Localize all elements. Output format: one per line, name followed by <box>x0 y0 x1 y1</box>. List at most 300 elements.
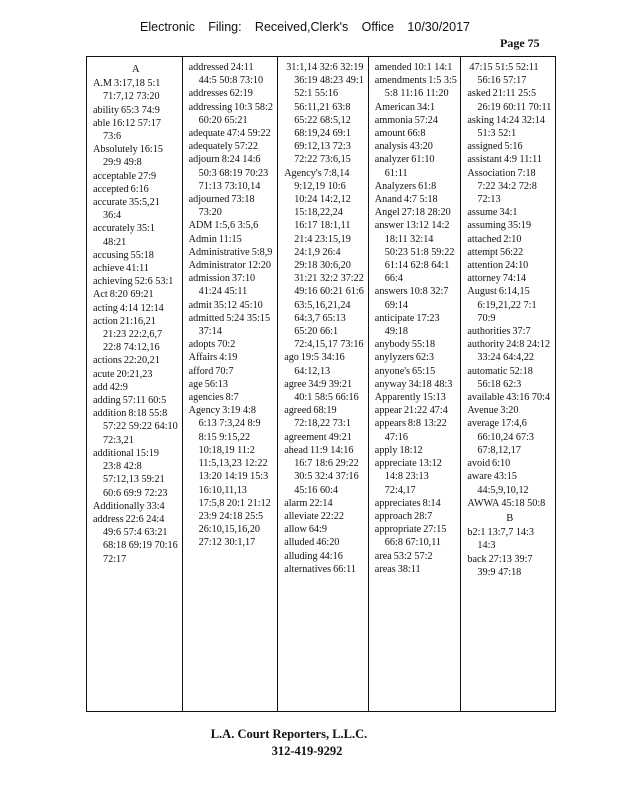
index-entry <box>375 391 458 404</box>
index-entry <box>189 219 275 232</box>
index-entry <box>284 167 365 352</box>
index-page-refs: 28:7 <box>414 510 433 522</box>
index-page-refs: 56:22 <box>499 246 524 258</box>
index-page-refs: 18:12 <box>399 444 423 456</box>
index-column-4 <box>368 57 461 711</box>
index-word: assistant <box>467 154 502 166</box>
index-entry <box>467 114 552 140</box>
index-entry <box>189 87 275 100</box>
index-word: asked <box>467 88 491 100</box>
index-page-refs: 11:9 14:16 16:7 18:6 29:22 30:5 32:4 37:16 45:16 60:4 <box>294 444 359 496</box>
index-entry <box>93 249 179 262</box>
index-entry <box>284 351 365 377</box>
index-word: allow <box>284 524 307 536</box>
filing-header <box>140 20 470 34</box>
index-page-refs: 21:16,21 21:23 22:2,6,7 22:8 74:12,16 <box>103 315 163 354</box>
index-word: alarm <box>284 497 308 509</box>
index-entry <box>284 563 365 576</box>
index-page-refs: 34:1 <box>416 101 436 113</box>
index-page-refs: 34:1 <box>499 207 518 219</box>
index-entry <box>467 526 552 552</box>
index-entry <box>375 285 458 311</box>
index-entry <box>93 262 179 275</box>
index-word: add <box>93 381 108 393</box>
index-entry <box>189 378 275 391</box>
index-entry <box>189 246 275 259</box>
index-word: Agency <box>188 405 221 417</box>
index-page-refs: 70:2 <box>217 339 236 351</box>
index-page-refs: 73:18 73:20 <box>198 194 255 219</box>
index-page-refs: 19:5 34:16 64:12,13 <box>294 352 345 377</box>
index-page-refs: 4:7 5:18 <box>403 194 438 206</box>
index-word: addressed <box>188 62 229 73</box>
index-page-refs: 65:15 <box>412 365 436 377</box>
index-entry <box>189 259 275 272</box>
index-entry <box>93 447 179 500</box>
index-page-refs: 35:12 45:10 <box>213 299 263 311</box>
index-page-refs: 43:20 <box>409 141 433 153</box>
index-entry <box>189 140 275 153</box>
index-word: appreciate <box>374 458 417 470</box>
index-page-refs: 15:13 <box>422 392 446 404</box>
index-word: action <box>93 315 118 327</box>
index-word: A.M <box>93 78 112 90</box>
index-page-refs: 22:20,21 <box>123 355 160 367</box>
index-page-refs: 17:23 49:18 <box>384 312 440 338</box>
index-word: amount <box>374 128 406 140</box>
index-word: automatic <box>467 365 508 377</box>
index-page-refs: 10:1 14:1 <box>413 62 453 73</box>
index-page-refs: 64:9 <box>308 524 327 536</box>
index-page-refs: 4:14 12:14 <box>119 302 164 314</box>
index-entry <box>467 140 552 153</box>
index-entry <box>284 444 365 497</box>
index-page-refs: 37:10 41:24 45:11 <box>198 273 256 298</box>
index-word: August <box>467 286 497 298</box>
index-page-refs: 66:11 <box>333 563 356 575</box>
index-page-refs: 55:18 <box>130 249 154 261</box>
index-column-3 <box>277 57 368 711</box>
index-word: amended <box>374 62 412 73</box>
index-entry <box>284 523 365 536</box>
index-entry <box>375 219 458 285</box>
index-word: admit <box>188 299 212 311</box>
index-entry <box>93 407 179 447</box>
index-entry <box>93 368 179 381</box>
index-word: assume <box>467 207 498 219</box>
index-word: addressing <box>188 101 233 113</box>
index-word: address <box>93 513 124 525</box>
index-word: agreement <box>284 431 327 443</box>
index-word: admission <box>188 273 230 285</box>
index-entry <box>93 183 179 196</box>
index-page-refs: 17:4,6 66:10,24 67:3 67:8,12,17 <box>477 418 535 456</box>
index-entry <box>467 365 552 391</box>
index-entry <box>93 222 179 248</box>
index-word: adequate <box>188 128 225 140</box>
index-page-refs: 8:20 69:21 <box>109 289 154 301</box>
index-word: ago <box>284 352 299 364</box>
index-word: age <box>188 378 203 390</box>
index-column-5 <box>460 57 555 711</box>
index-word: appropriate <box>374 524 422 536</box>
index-entry <box>93 196 179 222</box>
index-word: able <box>93 117 110 129</box>
index-page-refs: 46:20 <box>316 537 340 549</box>
index-page-refs: 57:22 <box>234 141 258 153</box>
index-page-refs: 62:19 <box>229 88 253 100</box>
index-word: Analyzers <box>374 180 417 192</box>
index-page-refs: 11:15 <box>218 233 242 245</box>
index-page-refs: 68:19 72:18,22 73:1 <box>294 405 351 430</box>
index-entry <box>284 497 365 510</box>
index-word: authority <box>467 339 505 351</box>
index-entry <box>93 104 179 117</box>
index-entry <box>189 404 275 549</box>
index-page-refs: 16:15 29:9 49:8 <box>103 144 163 169</box>
index-entry <box>467 457 552 470</box>
index-word: alluded <box>284 537 315 549</box>
index-page-refs: 4:9 11:11 <box>503 154 542 166</box>
index-word: additional <box>93 447 134 459</box>
index-word: anyone's <box>374 365 411 377</box>
index-entry <box>375 140 458 153</box>
index-entry <box>189 351 275 364</box>
index-word: attorney <box>467 273 501 285</box>
index-word: achieving <box>93 276 133 288</box>
index-section-letter: B <box>506 512 514 524</box>
index-entry <box>375 417 458 443</box>
index-page-refs: 47:15 51:5 52:11 56:16 57:17 <box>469 62 539 87</box>
index-page-refs: 35:5,21 36:4 <box>103 197 160 222</box>
index-page-refs: 43:16 70:4 <box>506 392 551 404</box>
index-entry <box>375 365 458 378</box>
index-entry <box>375 101 458 114</box>
footer-company: L.A. Court Reporters, L.L.C. <box>210 727 368 741</box>
index-page-refs: 38:11 <box>397 563 421 575</box>
index-entry <box>467 553 552 579</box>
index-entry <box>189 61 275 87</box>
index-word: Absolutely <box>93 144 138 156</box>
index-word: analysis <box>374 141 408 153</box>
index-entry <box>467 272 552 285</box>
index-word: afford <box>188 365 214 377</box>
index-page-refs: 2:10 <box>503 233 522 245</box>
index-word: apply <box>374 444 398 456</box>
index-word: accurate <box>93 197 127 209</box>
index-page-refs: 8:8 13:22 47:16 <box>384 418 447 443</box>
index-entry <box>467 285 552 325</box>
index-entry <box>284 510 365 523</box>
index-word: adjourned <box>188 194 230 206</box>
index-page-refs: 7:8,14 9:12,19 10:6 10:24 14:2,12 15:18,22,24 16:17 18:1,11 21:4 23:15,19 24:1,9 26:4 29:18 30:6,20 31:21 32:2 37:22 49:16 60:21 61:6 63:5,16,21,24 64:3,7 65:13 65:20 66:1 72:4,15,17 73:16 <box>294 167 364 351</box>
index-word: average <box>467 418 500 430</box>
index-entry <box>93 77 179 103</box>
index-entry <box>467 206 552 219</box>
index-word: answer <box>374 220 404 232</box>
index-page-refs: 24:10 <box>505 260 529 272</box>
index-word: alluding <box>284 550 318 562</box>
index-page-refs: 10:8 32:7 69:14 <box>384 286 449 311</box>
index-word: b2:1 <box>467 527 486 539</box>
index-page-refs: 56:13 <box>204 378 228 390</box>
index-page-refs: 8:18 55:8 57:22 59:22 64:10 72:3,21 <box>103 408 178 446</box>
index-page-refs: 27:18 28:20 <box>401 207 451 219</box>
index-word: Agency's <box>284 167 322 179</box>
index-page-refs: 47:4 59:22 <box>226 128 271 140</box>
index-page-refs: 7:18 7:22 34:2 72:8 72:13 <box>477 167 537 206</box>
index-word: acting <box>93 302 118 314</box>
index-word: Angel <box>374 207 400 219</box>
index-frame <box>86 56 556 712</box>
index-word: anticipate <box>374 312 415 324</box>
index-entry <box>93 354 179 367</box>
index-page-refs: 27:13 39:7 39:9 47:18 <box>477 553 533 578</box>
index-word: authorities <box>467 326 511 338</box>
index-page-refs: 15:19 23:8 42:8 57:12,13 59:21 60:6 69:9 72:23 <box>103 447 168 499</box>
index-page-refs: 24:11 44:5 50:8 73:10 <box>198 62 264 87</box>
index-entry <box>375 61 458 74</box>
index-word: appears <box>374 418 406 430</box>
index-entry <box>93 275 179 288</box>
index-word: Affairs <box>188 352 218 364</box>
index-page-refs: 20:21,23 <box>116 368 153 380</box>
index-column-1 <box>87 57 182 711</box>
index-word: anyway <box>374 378 407 390</box>
index-page-refs: 1:5 3:5 5:8 11:16 11:20 <box>384 75 457 100</box>
index-word: appreciates <box>374 497 421 509</box>
index-entry <box>375 312 458 338</box>
index-entry <box>467 87 552 113</box>
index-word: adequately <box>188 141 233 153</box>
page-number: Page 75 <box>500 36 540 50</box>
index-word: addition <box>93 408 127 420</box>
index-page-refs: 1:5,6 3:5,6 <box>214 220 259 232</box>
footer-phone: 312-419-9292 <box>271 744 343 758</box>
index-word: Avenue <box>467 405 499 417</box>
index-entry <box>93 117 179 143</box>
index-entry <box>375 404 458 417</box>
index-page-refs: 34:9 39:21 40:1 58:5 66:16 <box>294 378 359 404</box>
index-entry <box>189 193 275 219</box>
index-word: area <box>374 550 392 562</box>
index-entry <box>284 536 365 549</box>
index-word: agencies <box>188 392 224 404</box>
index-word: available <box>467 392 505 404</box>
index-entry <box>375 127 458 140</box>
index-word: alleviate <box>284 510 319 522</box>
filing-label: Electronic <box>140 20 195 34</box>
index-page-refs: 21:11 25:5 26:19 60:11 70:11 <box>477 88 552 113</box>
filing-word: Filing: <box>208 20 242 34</box>
index-page-refs: 27:15 66:8 67:10,11 <box>384 524 447 549</box>
index-page-refs: 61:10 61:11 <box>384 154 435 179</box>
index-word: American <box>374 101 415 113</box>
index-word: acceptable <box>93 170 136 182</box>
index-word: agreed <box>284 405 312 417</box>
index-entry <box>189 299 275 312</box>
index-word: anylyzers <box>374 352 414 364</box>
index-entry <box>375 563 458 576</box>
index-entry <box>375 74 458 100</box>
index-page-refs: 62:3 <box>415 352 434 364</box>
index-entry <box>189 272 275 298</box>
index-section-letter: A <box>132 64 140 75</box>
index-page-refs: 74:14 <box>502 273 527 285</box>
index-page-refs: 10:3 58:2 60:20 65:21 <box>198 101 273 126</box>
index-page-refs: 33:4 <box>146 500 165 512</box>
index-word: Administrator <box>188 260 246 272</box>
index-word: answers <box>374 286 408 298</box>
index-entry <box>375 378 458 391</box>
index-word: aware <box>467 471 492 483</box>
index-word: analyzer <box>374 154 410 166</box>
index-page-refs: 24:8 24:12 33:24 64:4,22 <box>477 339 551 364</box>
index-page-refs: 35:1 48:21 <box>103 223 155 248</box>
index-page-refs: 57:11 60:5 <box>122 395 167 407</box>
index-word: addresses <box>188 88 228 100</box>
index-word: ADM <box>188 220 213 232</box>
index-entry <box>93 513 179 566</box>
index-page-refs: 57:24 <box>414 114 438 126</box>
index-entry <box>189 365 275 378</box>
index-word: Apparently <box>374 392 421 404</box>
index-page-refs: 41:11 <box>126 263 149 275</box>
index-word: AWWA <box>467 497 500 509</box>
index-page-refs: 6:16 <box>130 183 149 195</box>
index-word: areas <box>374 563 396 575</box>
index-page-refs: 4:19 <box>219 352 238 364</box>
index-entry <box>467 470 552 496</box>
index-word: Additionally <box>93 500 145 512</box>
index-word: ahead <box>284 444 308 456</box>
index-entry <box>189 233 275 246</box>
index-page-refs: 13:7,7 14:3 14:3 <box>477 527 534 552</box>
index-entry <box>467 153 552 166</box>
index-page-refs: 61:8 <box>418 180 437 192</box>
index-entry <box>467 61 552 87</box>
index-page-refs: 22:14 <box>309 497 333 509</box>
index-entry <box>189 312 275 338</box>
index-word: Anand <box>374 194 402 206</box>
index-page-refs: 55:18 <box>411 339 436 351</box>
index-page-refs: 8:24 14:6 50:3 68:19 70:23 71:13 73:10,14 <box>198 154 269 192</box>
index-word: admitted <box>188 312 225 324</box>
index-entry <box>375 351 458 364</box>
index-entry <box>375 457 458 497</box>
index-entry <box>467 219 552 232</box>
index-entry <box>467 404 552 417</box>
index-entry <box>93 143 179 169</box>
index-word: amendments <box>374 75 427 87</box>
index-entry <box>284 550 365 563</box>
index-page-refs: 5:24 35:15 37:14 <box>198 312 271 338</box>
index-page-refs: 66:8 <box>407 128 426 140</box>
index-entry <box>93 315 179 355</box>
index-entry <box>375 550 458 563</box>
index-word: adopts <box>188 339 216 351</box>
index-word: anybody <box>374 339 410 351</box>
index-word: attached <box>467 233 502 245</box>
index-word: appear <box>374 405 402 417</box>
index-word: attention <box>467 260 504 272</box>
index-entry <box>467 246 552 259</box>
index-page-refs: 52:6 53:1 <box>134 276 174 288</box>
index-word: Administrative <box>188 246 250 258</box>
index-entry <box>284 404 365 430</box>
index-page-refs: 3:19 4:8 6:13 7:3,24 8:9 8:15 9:15,22 10:18,19 11:2 11:5,13,23 12:22 13:20 14:19 15:3 16:10,11,13 17:5,8 20:1 21:12 23:9 24:18 25:5 26:10,15,16,20 27:12 30:1,17 <box>198 405 271 549</box>
index-word: assigned <box>467 141 503 153</box>
index-word: Act <box>93 289 108 301</box>
index-page-refs: 8:7 <box>225 392 239 404</box>
index-word: accurately <box>93 223 135 235</box>
index-entry <box>189 391 275 404</box>
index-entry <box>375 444 458 457</box>
index-entry <box>467 391 552 404</box>
index-word: Association <box>467 167 516 179</box>
index-word: approach <box>374 510 413 522</box>
index-page-refs: 21:22 47:4 <box>403 405 448 417</box>
index-word: back <box>467 553 487 565</box>
index-entry <box>93 170 179 183</box>
index-page-refs: 13:12 14:8 23:13 72:4,17 <box>384 458 442 496</box>
index-page-refs: 44:16 <box>319 550 343 562</box>
index-entry <box>467 167 552 207</box>
index-entry <box>467 497 552 510</box>
index-word: achieve <box>93 263 125 275</box>
index-word: assuming <box>467 220 506 232</box>
index-entry <box>189 101 275 127</box>
index-word: avoid <box>467 458 491 470</box>
filing-date: 10/30/2017 <box>407 20 470 34</box>
index-word: actions <box>93 355 122 367</box>
index-word: accepted <box>93 183 129 195</box>
index-word: adding <box>93 395 121 407</box>
index-page-refs: 14:24 32:14 51:3 52:1 <box>477 114 545 140</box>
index-page-refs: 43:15 44:5,9,10,12 <box>477 471 529 496</box>
index-entry <box>467 325 552 338</box>
index-page-refs: 16:12 57:17 73:6 <box>103 117 161 143</box>
index-word: asking <box>467 114 495 126</box>
received-label: Received,Clerk's <box>254 20 349 34</box>
index-entry <box>375 338 458 351</box>
index-entry <box>375 497 458 510</box>
index-word: accusing <box>93 249 129 261</box>
index-page-refs: 22:22 <box>320 510 344 522</box>
index-column-2 <box>182 57 278 711</box>
index-page-refs: 31:1,14 32:6 32:19 36:19 48:23 49:1 52:1 55:16 56:11,21 63:8 65:22 68:5,12 68:19,24 69:1 69:12,13 72:3 72:22 73:6,15 <box>286 62 364 166</box>
index-page-refs: 3:20 <box>500 405 519 417</box>
index-entry <box>284 61 365 167</box>
index-entry <box>189 153 275 193</box>
index-entry <box>284 431 365 444</box>
index-entry <box>93 381 179 394</box>
index-word: ammonia <box>374 114 413 126</box>
index-word: attempt <box>467 246 498 258</box>
office-label: Office <box>361 20 395 34</box>
index-word: adjourn <box>188 154 220 166</box>
index-page-refs: 52:18 56:18 62:3 <box>477 365 533 390</box>
index-page-refs: 5:8,9 <box>251 246 273 258</box>
index-entry <box>375 523 458 549</box>
index-page-refs: 37:7 <box>512 326 531 338</box>
index-entry <box>93 302 179 315</box>
index-word: Admin <box>188 233 217 245</box>
index-entry <box>467 259 552 272</box>
index-entry <box>189 127 275 140</box>
index-entry <box>93 500 179 513</box>
index-word: alternatives <box>284 563 332 575</box>
